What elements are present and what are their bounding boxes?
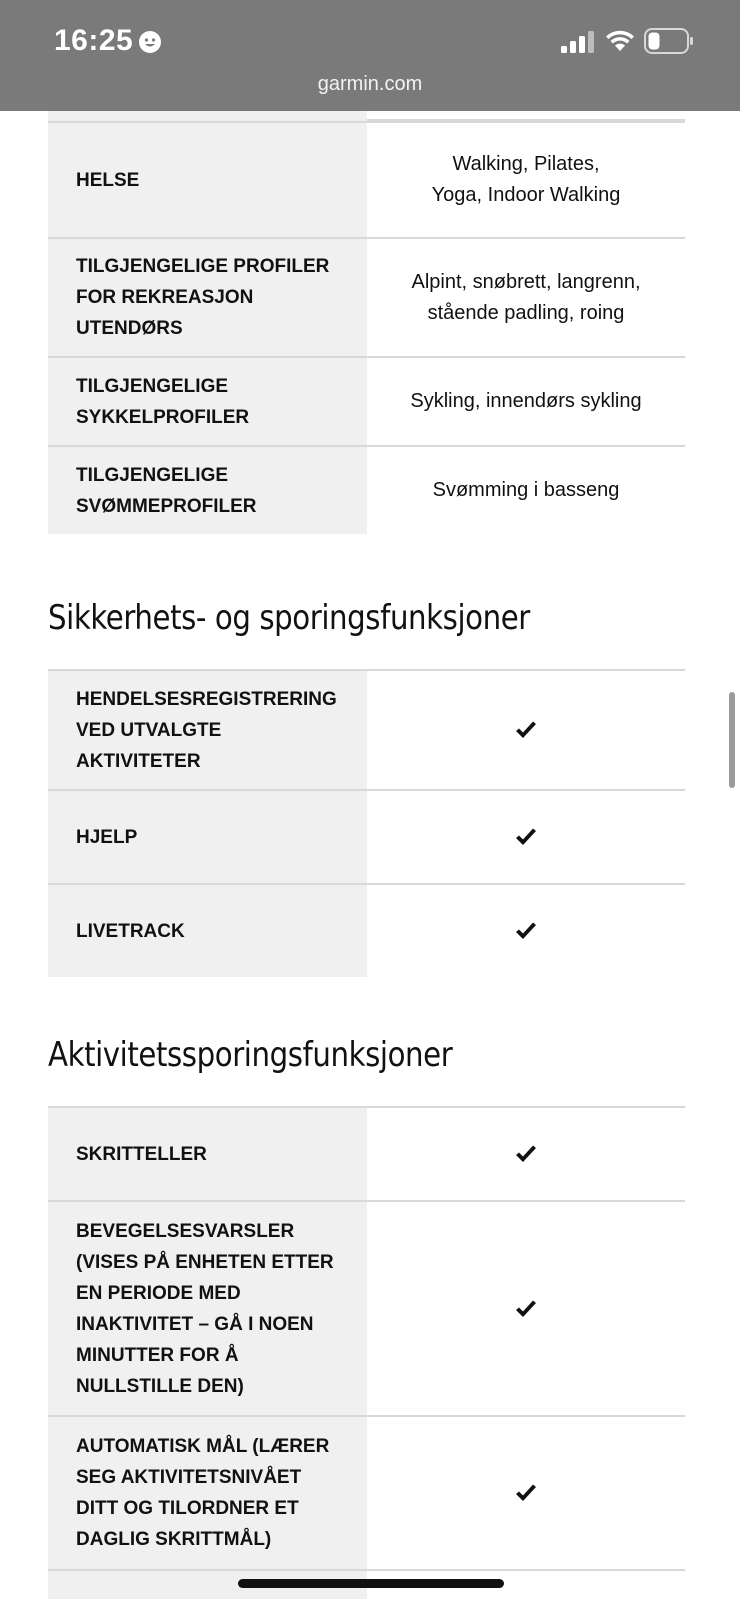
check-icon [515,1298,537,1320]
table-row [48,121,685,237]
status-bar [0,0,740,111]
scrollbar[interactable] [729,692,735,788]
row-value: Walking, Pilates, Yoga, Indoor Walking [431,153,621,206]
cellular-signal-icon [561,31,595,53]
row-label: HELSE [48,123,367,237]
wifi-icon [604,29,636,53]
check-icon [515,719,537,741]
activity-table [48,1106,685,1599]
check-icon [515,826,537,848]
row-label: TILGJENGELIGE PROFILER FOR REKREASJON UTENDØRS [48,239,367,356]
row-value [367,1108,685,1200]
row-label: HJELP [48,791,367,883]
table-row [48,1106,685,1200]
row-value [367,1202,685,1415]
check-icon [515,1143,537,1165]
table-row [48,237,685,356]
row-value [367,671,685,789]
row-label: BEVEGELSESVARSLER (VISES PÅ ENHETEN ETTER EN PERIODE MED INAKTIVITET – GÅ I NOEN MINUTTER FOR Å NULLSTILLE DEN) [48,1202,367,1415]
table-row [48,111,685,121]
table-row [48,445,685,534]
profiles-table [48,111,685,534]
table-row [48,1200,685,1415]
row-label: TILGJENGELIGE SYKKELPROFILER [48,358,367,445]
row-label: HENDELSESREGISTRERING VED UTVALGTE AKTIVITETER [48,671,367,789]
check-icon [515,920,537,942]
url-text[interactable]: garmin.com [317,73,423,95]
row-label: AUTOMATISK MÅL (LÆRER SEG AKTIVITETSNIVÅET DITT OG TILORDNER ET DAGLIG SKRITTMÅL) [48,1417,367,1569]
table-row [48,356,685,445]
table-row [48,789,685,883]
row-label: LIVETRACK [48,885,367,977]
emoji-face-icon [138,30,162,54]
table-row [48,669,685,789]
row-value: Svømming i basseng [432,479,620,501]
home-indicator[interactable] [238,1579,504,1588]
section-heading-activity: Aktivitetssporingsfunksjoner [48,1035,453,1075]
row-value [367,1417,685,1569]
status-time: 16:25 [54,24,134,57]
section-heading-safety: Sikkerhets- og sporingsfunksjoner [48,598,530,638]
row-value [367,791,685,883]
row-label: TILGJENGELIGE SVØMMEPROFILER [48,447,367,534]
battery-icon [644,28,694,54]
row-value [367,885,685,977]
row-value: Sykling, innendørs sykling [410,390,642,412]
check-icon [515,1482,537,1504]
row-value: Alpint, snøbrett, langrenn, stående padling, roing [411,270,641,324]
row-label: SKRITTELLER [48,1108,367,1200]
table-row [48,883,685,977]
safety-table [48,669,685,977]
table-row [48,1415,685,1569]
